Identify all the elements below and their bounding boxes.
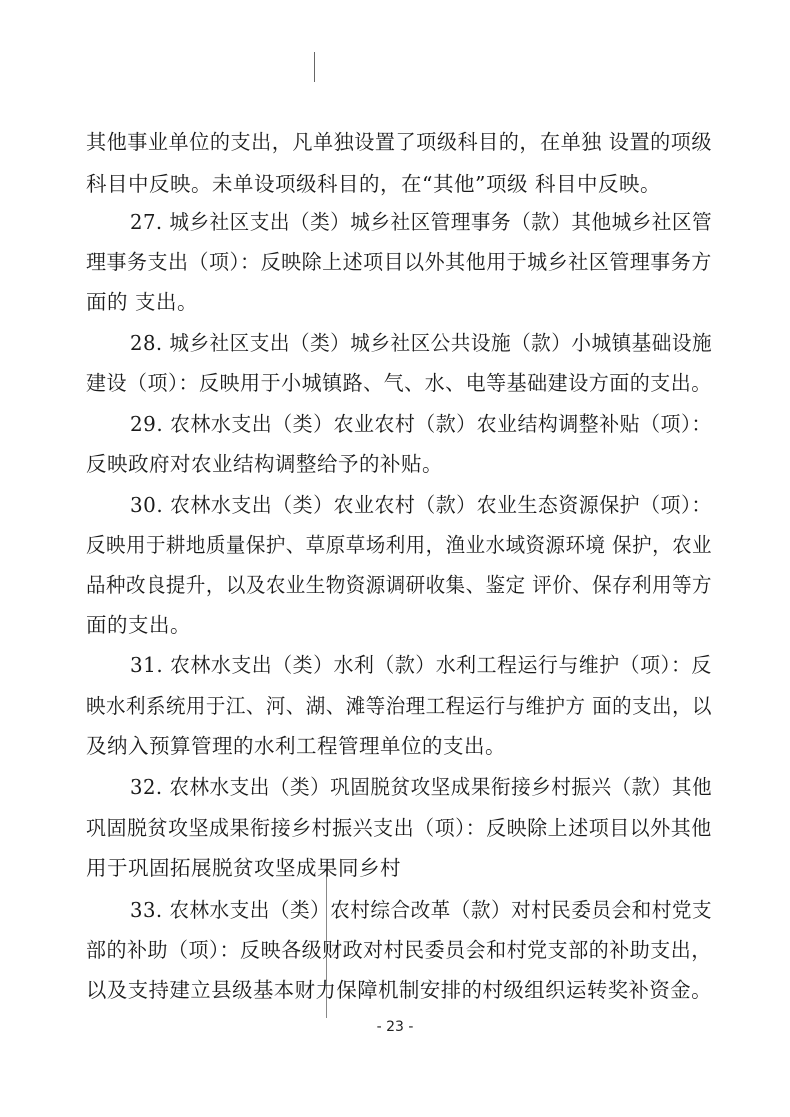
paragraph-line: 科目中反映。未单设项级科目的，在“其他”项级 科目中反映。 [86, 172, 661, 196]
page-number: - 23 - [376, 1019, 414, 1035]
paragraph-line: 面的支出。 [86, 613, 191, 637]
paragraph-line: 33. 农林水支出（类）农村综合改革（款）对村民委员会和村党支 [130, 898, 713, 922]
paragraph-line: 31. 农林水支出（类）水利（款）水利工程运行与维护（项）：反 [130, 653, 712, 677]
paragraph-line: 面的 支出。 [86, 290, 199, 314]
paragraph-line: 28. 城乡社区支出（类）城乡社区公共设施（款）小城镇基础设施 [130, 331, 713, 355]
paragraph-line: 以及支持建立县级基本财力保障机制安排的村级组织运转奖补资金。 [86, 978, 713, 1002]
paragraph-line: 部的补助（项）：反映各级财政对村民委员会和村党支部的补助支出， [86, 938, 712, 962]
paragraph-line: 32. 农林水支出（类）巩固脱贫攻坚成果衔接乡村振兴（款）其他 [130, 775, 713, 799]
paragraph-line: 29. 农林水支出（类）农业农村（款）农业结构调整补贴（项）： [130, 412, 712, 436]
paragraph-line: 巩固脱贫攻坚成果衔接乡村振兴支出（项）：反映除上述项目以外其他 [86, 816, 712, 840]
scan-mark-top [314, 52, 315, 82]
paragraph-line: 理事务支出（项）：反映除上述项目以外其他用于城乡社区管理事务方 [86, 250, 712, 274]
paragraph-line: 用于巩固拓展脱贫攻坚成果同乡村 [86, 856, 401, 880]
paragraph-line: 反映政府对农业结构调整给予的补贴。 [86, 452, 443, 476]
paragraph-line: 建设（项）：反映用于小城镇路、气、水、电等基础建设方面的支出。 [86, 371, 712, 395]
paragraph-line: 其他事业单位的支出，凡单独设置了项级科目的，在单独 设置的项级 [86, 130, 712, 154]
paragraph-line: 映水利系统用于江、河、湖、滩等治理工程运行与维护方 面的支出，以 [86, 694, 713, 718]
paragraph-line: 品种改良提升，以及农业生物资源调研收集、鉴定 评价、保存利用等方 [86, 573, 713, 597]
paragraph-line: 及纳入预算管理的水利工程管理单位的支出。 [86, 734, 506, 758]
paragraph-line: 27. 城乡社区支出（类）城乡社区管理事务（款）其他城乡社区管 [130, 210, 713, 234]
paragraph-line: 30. 农林水支出（类）农业农村（款）农业生态资源保护（项）： [130, 493, 712, 517]
paragraph-line: 反映用于耕地质量保护、草原草场利用，渔业水域资源环境 保护，农业 [86, 533, 713, 557]
